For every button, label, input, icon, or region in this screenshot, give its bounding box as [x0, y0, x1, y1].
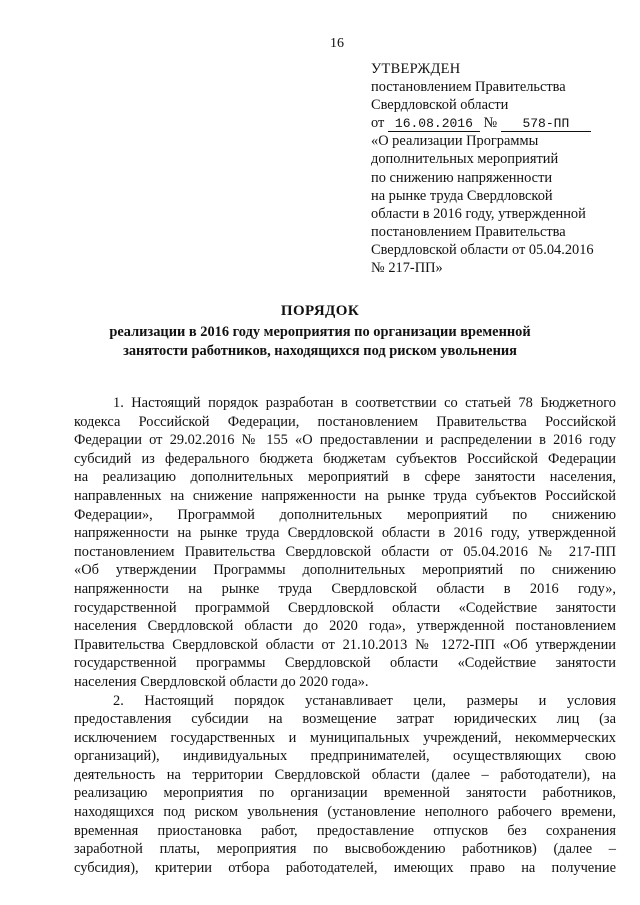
approval-line: «О реализации Программы — [371, 133, 539, 150]
body-line: субсидий из федерального бюджета бюджетам субъектов Российской Федерации — [74, 450, 616, 467]
body-line: Федерации», Программой дополнительных мероприятий по снижению — [74, 506, 616, 523]
body-line: «Об утверждении Программы дополнительных мероприятий по снижению — [74, 562, 616, 579]
approval-line: Свердловской области от 05.04.2016 — [371, 241, 594, 258]
approval-line: области в 2016 году, утвержденной — [371, 205, 586, 222]
from-label: от — [371, 115, 385, 132]
subtitle-line: реализации в 2016 году мероприятия по организации временной — [109, 324, 531, 340]
body-line: населения Свердловской области до 2020 года». — [74, 673, 369, 690]
body-line: постановлением Правительства Свердловской области от 05.04.2016 № 217-ПП — [74, 543, 616, 560]
body-line: находящихся под риском увольнения (установление неполного рабочего времени, — [74, 804, 616, 821]
document-body — [74, 394, 616, 877]
document-subtitle — [0, 323, 640, 361]
approval-date-line — [371, 114, 621, 132]
page-number: 16 — [330, 36, 344, 51]
body-line: кодекса Российской Федерации, постановлением Правительства Российской — [74, 413, 616, 430]
approval-line: по снижению напряженности — [371, 169, 553, 186]
number-label: № — [483, 115, 498, 132]
approval-date: 16.08.2016 — [388, 117, 480, 132]
approval-line: постановлением Правительства — [371, 223, 566, 240]
subtitle-line: занятости работников, находящихся под риском увольнения — [123, 343, 517, 359]
approval-line: Свердловской области — [371, 97, 509, 114]
body-line: 1. Настоящий порядок разработан в соответствии со статьей 78 Бюджетного — [113, 395, 616, 411]
approval-heading: УТВЕРЖДЕН — [371, 61, 461, 77]
approval-line: постановлением Правительства — [371, 79, 566, 96]
body-line: Правительства Свердловской области от 21.10.2013 № 1272-ПП «Об утверждении — [74, 636, 616, 653]
body-line: деятельность на территории Свердловской области (далее – работодатели), на — [74, 766, 616, 783]
body-line: субсидия), критерии отбора работодателей, имеющих право на получение — [74, 859, 616, 876]
body-line: реализацию мероприятия по организации временной занятости работников, — [74, 785, 616, 802]
document-title: ПОРЯДОК — [280, 303, 360, 319]
body-line: предоставления субсидии на возмещение затрат юридических лиц (за — [74, 711, 616, 728]
body-line: напряженности на рынке труда Свердловской области в 2016 году, утвержденной — [74, 525, 616, 542]
approval-line: на рынке труда Свердловской — [371, 187, 553, 204]
body-line: заработной платы, мероприятия по высвобождению работников) (далее – — [74, 841, 616, 858]
body-line: направленных на снижение напряженности на рынке труда субъектов Российской — [74, 487, 616, 504]
body-line: напряженности на рынке труда Свердловской области в 2016 году», — [74, 580, 616, 597]
body-line: Федерации от 29.02.2016 № 155 «О предоставлении и распределении в 2016 году — [74, 432, 616, 449]
body-line: населения Свердловской области до 2020 года», утвержденной постановлением — [74, 618, 616, 635]
body-line: на реализацию дополнительных мероприятий в сфере занятости населения, — [74, 469, 616, 486]
body-line: временная приостановка работ, предоставление отпусков без сохранения — [74, 822, 616, 839]
body-line: организаций), индивидуальных предпринимателей, осуществляющих свою — [74, 748, 616, 765]
approval-number: 578-ПП — [501, 117, 591, 132]
body-line: 2. Настоящий порядок устанавливает цели, размеры и условия — [113, 692, 616, 709]
approval-line: дополнительных мероприятий — [371, 151, 559, 168]
approval-line: № 217-ПП» — [371, 260, 443, 277]
body-line: государственной программы Свердловской области «Содействие занятости — [74, 655, 616, 672]
body-line: государственной программой Свердловской области «Содействие занятости — [74, 599, 616, 616]
approval-stamp — [371, 60, 621, 277]
body-line: исключением государственных и муниципальных учреждений, некоммерческих — [74, 729, 616, 746]
